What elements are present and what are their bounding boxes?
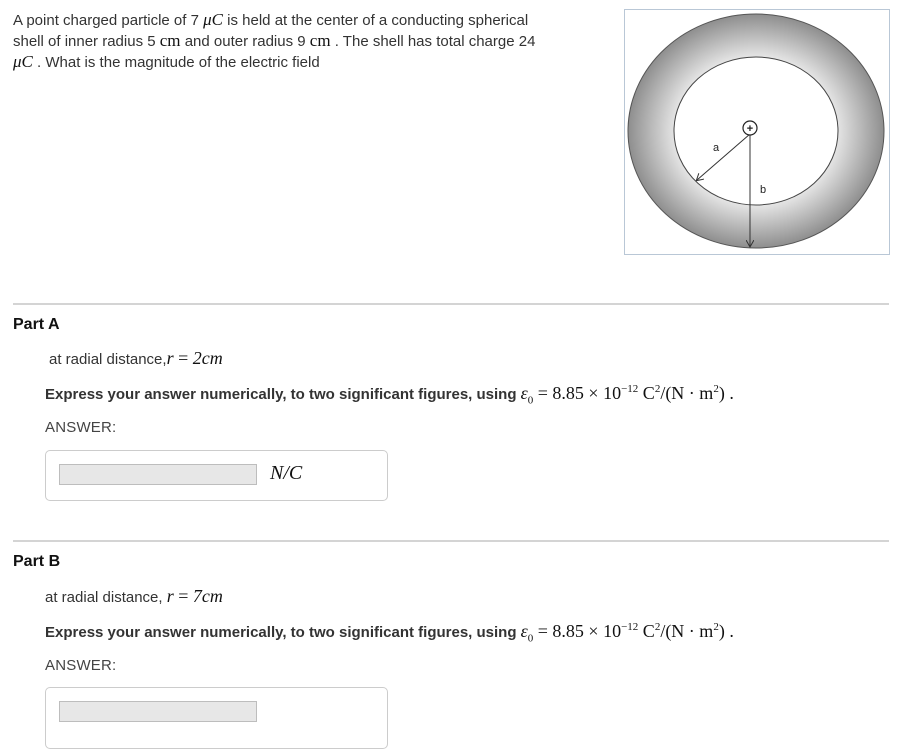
part-a-answer-box	[45, 450, 388, 501]
problem-text: is held at the center of a conducting spherical	[223, 12, 529, 29]
epsilon-constant	[520, 383, 734, 407]
constant-unit: C	[638, 621, 655, 641]
constant-exponent: −12	[621, 383, 639, 395]
question-equals: =	[173, 586, 193, 606]
constant-unit: /(N · m	[660, 621, 714, 641]
problem-text: . The shell has total charge 24	[330, 33, 536, 50]
constant-unit-exp: 2	[713, 621, 719, 633]
constant-value: = 8.85 × 10	[533, 621, 622, 641]
part-a-answer-label: ANSWER:	[45, 419, 117, 436]
label-a: a	[713, 142, 720, 154]
problem-statement	[13, 10, 603, 73]
instruction-text: Express your answer numerically, to two significant figures, using	[45, 624, 521, 641]
label-b: b	[760, 184, 767, 196]
problem-text: A point charged particle of 7	[13, 12, 204, 29]
part-b-answer-box	[45, 687, 388, 749]
unit-cm: cm	[159, 31, 181, 50]
constant-period: .	[724, 621, 734, 641]
question-value: 7cm	[192, 586, 223, 606]
constant-value: = 8.85 × 10	[533, 383, 622, 403]
problem-line-1	[13, 10, 603, 31]
part-a-question	[49, 348, 223, 369]
question-variable: r	[166, 348, 174, 368]
part-b-instruction	[45, 621, 734, 645]
epsilon-symbol: ε	[520, 383, 528, 403]
question-text: at radial distance,	[45, 589, 167, 606]
part-a-divider	[13, 303, 889, 305]
constant-unit: /(N · m	[660, 383, 714, 403]
part-a-instruction	[45, 383, 734, 407]
part-b-answer-input[interactable]	[59, 701, 257, 722]
constant-period: .	[724, 383, 734, 403]
constant-unit: C	[638, 383, 655, 403]
shell-diagram	[625, 10, 889, 254]
constant-unit-exp: 2	[713, 383, 719, 395]
part-b-title: Part B	[13, 553, 61, 570]
problem-line-3	[13, 52, 603, 73]
spherical-shell-figure	[624, 9, 890, 255]
question-equals: =	[173, 348, 193, 368]
problem-text: . What is the magnitude of the electric field	[32, 54, 320, 71]
epsilon-symbol: ε	[520, 621, 528, 641]
unit-cm: cm	[309, 31, 331, 50]
question-text: at radial distance,	[49, 351, 167, 368]
part-a-unit: N/C	[270, 462, 303, 484]
part-a-title: Part A	[13, 316, 60, 333]
unit-microcoulomb: μC	[203, 10, 223, 29]
unit-microcoulomb: μC	[13, 52, 33, 71]
question-variable: r	[166, 586, 174, 606]
epsilon-subscript: 0	[527, 632, 534, 645]
constant-unit-exp: 2	[654, 383, 661, 395]
epsilon-constant	[520, 621, 734, 645]
part-b-divider	[13, 540, 889, 542]
problem-text: shell of inner radius 5	[13, 33, 160, 50]
part-a-answer-input[interactable]	[59, 464, 257, 485]
problem-line-2	[13, 31, 603, 52]
instruction-text: Express your answer numerically, to two significant figures, using	[45, 386, 521, 403]
epsilon-subscript: 0	[527, 394, 534, 407]
problem-text: and outer radius 9	[180, 33, 310, 50]
constant-unit-exp: 2	[654, 621, 661, 633]
question-value: 2cm	[192, 348, 223, 368]
constant-exponent: −12	[621, 621, 639, 633]
part-b-answer-label: ANSWER:	[45, 657, 117, 674]
part-b-question	[45, 586, 223, 607]
charge-symbol: +	[746, 123, 754, 135]
constant-unit: )	[718, 621, 725, 641]
constant-unit: )	[718, 383, 725, 403]
